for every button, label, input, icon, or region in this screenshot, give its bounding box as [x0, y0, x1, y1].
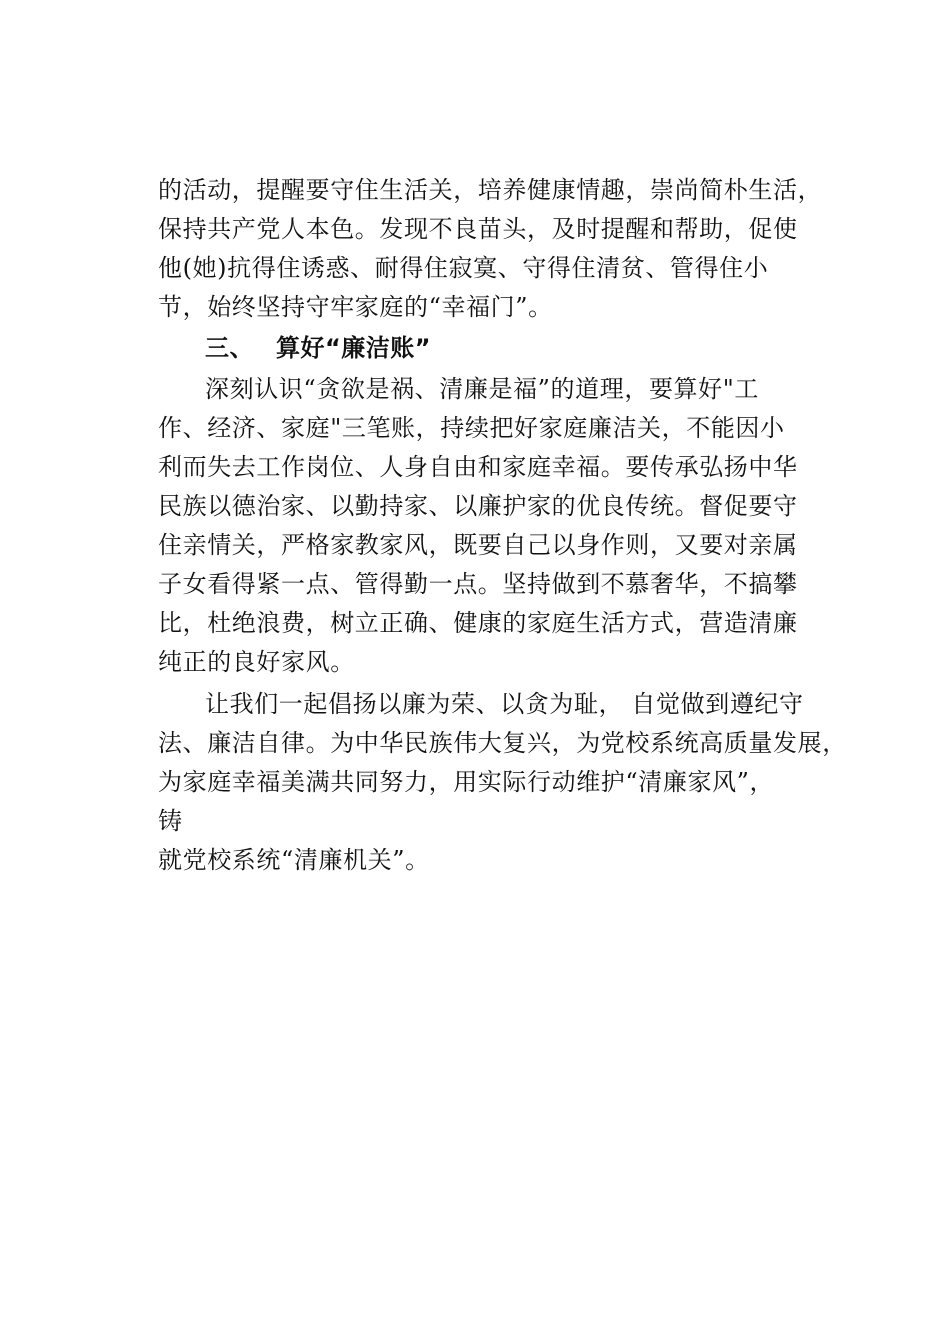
paragraph-2-line-3: 利而失去工作岗位、人身自由和家庭幸福。要传承弘扬中华 [158, 453, 798, 481]
section-3-title: 算好“廉洁账” [276, 334, 432, 362]
paragraph-2-line-8: 纯正的良好家风。 [158, 648, 355, 676]
paragraph-1-line-1: 的活动，提醒要守住生活关，培养健康情趣，崇尚简朴生活， [158, 176, 823, 204]
paragraph-3-line-1: 让我们一起倡扬以廉为荣、以贪为耻， 自觉做到遵纪守 [205, 690, 804, 718]
section-3-heading [205, 333, 431, 363]
paragraph-2-line-6: 子女看得紧一点、管得勤一点。坚持做到不慕奢华，不搞攀 [158, 570, 798, 598]
paragraph-3-line-5: 就党校系统“清廉机关”。 [158, 846, 430, 874]
section-3-number: 三、 [205, 334, 254, 362]
paragraph-2-line-1: 深刻认识“贪欲是祸、清廉是福”的道理，要算好"工 [205, 375, 759, 403]
paragraph-1-line-4: 节，始终坚持守牢家庭的“幸福门”。 [158, 293, 553, 321]
paragraph-3-line-4: 铸 [158, 807, 183, 835]
paragraph-3-line-2: 法、廉洁自律。为中华民族伟大复兴，为党校系统高质量发展， [158, 729, 847, 757]
paragraph-2-line-5: 住亲情关，严格家教家风，既要自己以身作则，又要对亲属 [158, 531, 798, 559]
paragraph-1-line-2: 保持共产党人本色。发现不良苗头，及时提醒和帮助，促使 [158, 215, 798, 243]
paragraph-2-line-4: 民族以德治家、以勤持家、以廉护家的优良传统。督促要守 [158, 492, 798, 520]
paragraph-2-line-7: 比，杜绝浪费，树立正确、健康的家庭生活方式，营造清廉 [158, 609, 798, 637]
paragraph-2-line-2: 作、经济、家庭"三笔账，持续把好家庭廉洁关，不能因小 [158, 414, 785, 442]
paragraph-1-line-3: 他(她)抗得住诱惑、耐得住寂寞、守得住清贫、管得住小 [158, 254, 769, 282]
paragraph-3-line-3: 为家庭幸福美满共同努力，用实际行动维护“清廉家风”， [158, 768, 775, 796]
